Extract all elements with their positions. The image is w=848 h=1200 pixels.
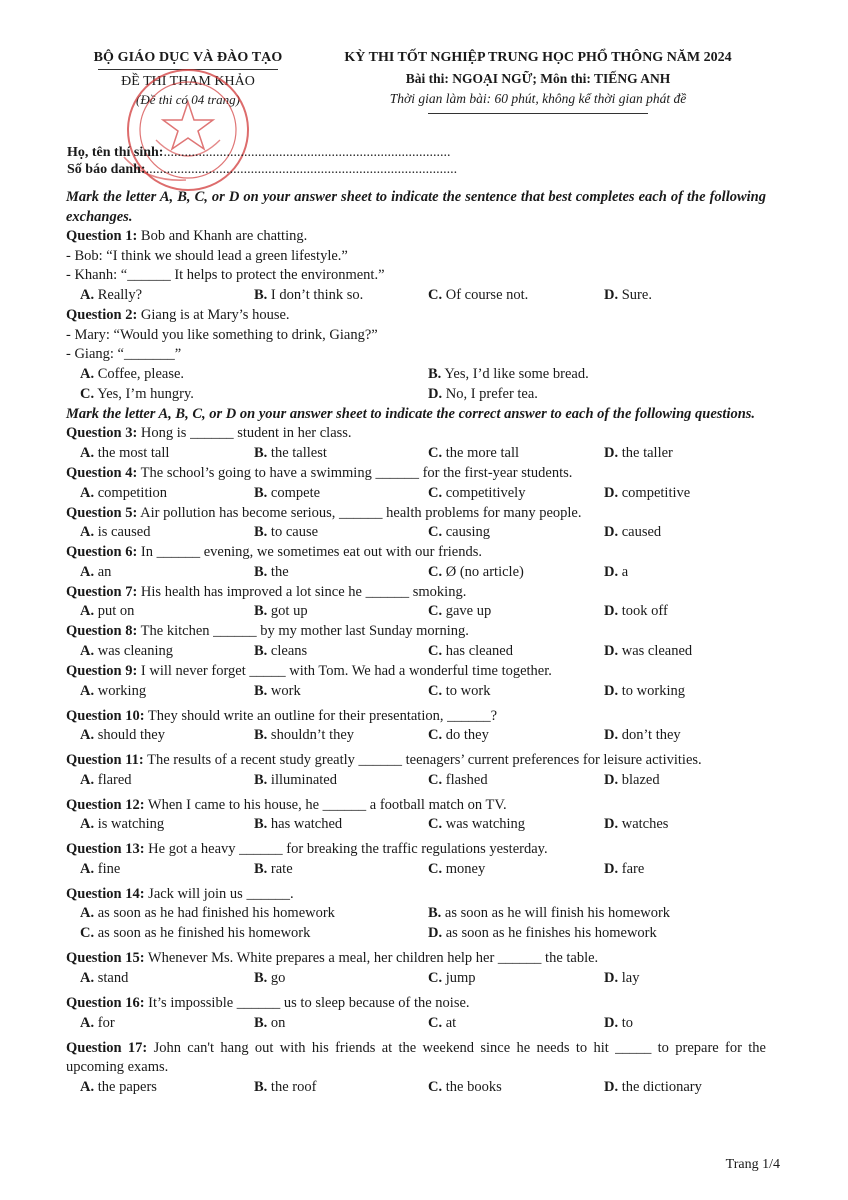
question-stem [66, 424, 766, 444]
answer-option-d[interactable] [604, 682, 685, 702]
option-text: Really? [97, 286, 143, 303]
answer-option-d[interactable] [604, 444, 673, 464]
option-letter: C. [428, 771, 443, 788]
option-letter: B. [254, 563, 268, 580]
options-row [66, 726, 766, 746]
option-letter: A. [80, 970, 95, 987]
question-text: The school’s going to have a swimming ______ for the first-year students. [140, 464, 573, 481]
options-row [66, 286, 766, 306]
answer-option-a[interactable] [80, 563, 111, 583]
option-text: flared [97, 771, 132, 788]
option-text: Sure. [621, 286, 652, 303]
question-text: The results of a recent study greatly ______ teenagers’ current preferences for leisure activities. [147, 752, 702, 769]
option-letter: B. [254, 603, 268, 620]
answer-option-a[interactable] [80, 771, 132, 791]
answer-option-c[interactable] [428, 771, 488, 791]
option-text: as soon as he will finish his homework [444, 905, 671, 922]
option-letter: D. [604, 286, 619, 303]
option-text: No, I prefer tea. [445, 385, 538, 402]
answer-option-b[interactable] [254, 523, 318, 543]
option-text: should they [97, 727, 165, 744]
option-letter: A. [80, 860, 95, 877]
question-stem [66, 583, 766, 603]
option-text: an [97, 563, 112, 580]
option-text: took off [621, 603, 668, 620]
answer-option-a[interactable] [80, 815, 164, 835]
answer-option-a[interactable] [80, 642, 173, 662]
answer-option-a[interactable] [80, 682, 146, 702]
candidate-info [67, 145, 457, 179]
answer-option-b[interactable] [254, 771, 337, 791]
option-letter: C. [428, 484, 443, 501]
option-letter: B. [428, 905, 442, 922]
answer-option-d[interactable] [604, 1078, 702, 1098]
option-text: Of course not. [445, 286, 529, 303]
answer-option-a[interactable] [80, 904, 335, 924]
question-text: Bob and Khanh are chatting. [140, 228, 308, 245]
option-letter: B. [254, 484, 268, 501]
question-stem [66, 949, 766, 969]
answer-option-a[interactable] [80, 860, 120, 880]
option-letter: B. [254, 1014, 268, 1031]
answer-option-d[interactable] [428, 924, 657, 944]
question-number: Question 11: [66, 752, 144, 769]
option-text: go [270, 970, 286, 987]
option-text: Ø (no article) [445, 563, 524, 580]
answer-option-c[interactable] [428, 563, 524, 583]
option-text: is watching [97, 816, 165, 833]
question-stem [66, 543, 766, 563]
question-stem [66, 622, 766, 642]
option-text: on [270, 1014, 286, 1031]
header-left-rule [98, 69, 278, 70]
answer-option-d[interactable] [604, 860, 644, 880]
answer-option-d[interactable] [428, 385, 538, 405]
option-text: watches [621, 816, 669, 833]
question-number: Question 14: [66, 885, 145, 902]
dialogue-line: - Mary: “Would you like something to drink, Giang?” [66, 326, 378, 343]
question-number: Question 12: [66, 796, 145, 813]
option-letter: B. [254, 727, 268, 744]
option-text: competitive [621, 484, 691, 501]
option-letter: D. [604, 682, 619, 699]
header-right-rule [428, 113, 648, 114]
option-letter: A. [80, 905, 95, 922]
answer-option-d[interactable] [604, 484, 690, 504]
question-number: Question 7: [66, 583, 138, 600]
question-number: Question 3: [66, 425, 138, 442]
options-row [66, 385, 766, 405]
option-letter: B. [254, 771, 268, 788]
question-text: Giang is at Mary’s house. [140, 306, 290, 323]
option-text: the most tall [97, 444, 170, 461]
option-letter: A. [80, 682, 95, 699]
option-letter: C. [428, 444, 443, 461]
option-letter: A. [80, 1014, 95, 1031]
options-row [66, 860, 766, 880]
option-letter: D. [604, 642, 619, 659]
option-text: cleans [270, 642, 308, 659]
option-text: money [445, 860, 486, 877]
answer-option-d[interactable] [604, 969, 639, 989]
option-letter: A. [80, 771, 95, 788]
question-text: He got a heavy ______ for breaking the traffic regulations yesterday. [148, 841, 548, 858]
question-number: Question 8: [66, 623, 138, 640]
option-text: a [621, 563, 629, 580]
question-number: Question 15: [66, 950, 145, 967]
answer-option-a[interactable] [80, 523, 150, 543]
option-text: don’t they [621, 727, 681, 744]
option-text: compete [270, 484, 321, 501]
option-letter: B. [254, 444, 268, 461]
option-letter: A. [80, 816, 95, 833]
answer-option-b[interactable] [254, 484, 320, 504]
answer-option-b[interactable] [254, 726, 354, 746]
question-text: Hong is ______ student in her class. [140, 425, 352, 442]
options-row [66, 815, 766, 835]
question-number: Question 6: [66, 544, 138, 561]
option-text: as soon as he had finished his homework [97, 905, 335, 922]
answer-option-c[interactable] [428, 1078, 502, 1098]
option-text: flashed [445, 771, 488, 788]
option-letter: D. [604, 484, 619, 501]
option-text: the taller [621, 444, 673, 461]
option-letter: A. [80, 563, 95, 580]
answer-option-a[interactable] [80, 444, 169, 464]
option-letter: C. [428, 524, 443, 541]
candidate-name-row [67, 145, 457, 162]
option-text: to [621, 1014, 634, 1031]
answer-option-c[interactable] [428, 1014, 456, 1034]
option-letter: C. [428, 816, 443, 833]
candidate-name-label: Họ, tên thí sinh: [67, 145, 164, 160]
exam-time: Thời gian làm bài: 60 phút, không kể thời gian phát đề [389, 91, 687, 106]
question-stem [66, 707, 766, 727]
question-number: Question 5: [66, 504, 138, 521]
option-text: rate [270, 860, 293, 877]
options-row [66, 924, 766, 944]
option-text: for [97, 1014, 115, 1031]
pages-note: (Đề thi có 04 trang) [136, 92, 240, 107]
option-letter: C. [80, 385, 95, 402]
answer-option-b[interactable] [254, 969, 285, 989]
answer-option-c[interactable] [428, 602, 491, 622]
question-number: Question 10: [66, 707, 145, 724]
question-text: Whenever Ms. White prepares a meal, her children help her ______ the table. [147, 950, 599, 967]
option-text: fare [621, 860, 645, 877]
question-text: They should write an outline for their presentation, ______? [147, 707, 498, 724]
option-text: jump [445, 970, 476, 987]
option-letter: A. [80, 642, 95, 659]
answer-option-a[interactable] [80, 969, 128, 989]
option-text: was watching [445, 816, 526, 833]
option-letter: C. [428, 970, 443, 987]
option-text: caused [621, 524, 662, 541]
question-text: It’s impossible ______ us to sleep because of the noise. [148, 995, 470, 1012]
exam-subject: Bài thi: NGOẠI NGỮ; Môn thi: TIẾNG ANH [405, 71, 671, 86]
option-letter: A. [80, 286, 95, 303]
option-letter: C. [428, 682, 443, 699]
answer-option-b[interactable] [254, 1014, 285, 1034]
option-text: Yes, I’m hungry. [97, 385, 194, 402]
answer-option-c[interactable] [428, 286, 528, 306]
option-text: got up [270, 603, 308, 620]
answer-option-c[interactable] [428, 860, 485, 880]
option-letter: D. [604, 1078, 619, 1095]
option-text: as soon as he finishes his homework [445, 925, 657, 942]
option-text: work [270, 682, 301, 699]
option-text: to working [621, 682, 685, 699]
answer-option-c[interactable] [80, 924, 310, 944]
answer-option-c[interactable] [428, 969, 476, 989]
answer-option-c[interactable] [428, 682, 490, 702]
options-row [66, 642, 766, 662]
answer-option-c[interactable] [428, 726, 489, 746]
answer-option-b[interactable] [254, 682, 301, 702]
option-text: has watched [270, 816, 343, 833]
candidate-id-blank: ......................................................................................... [145, 162, 458, 177]
question-stem [66, 994, 766, 1014]
option-text: as soon as he finished his homework [97, 925, 311, 942]
answer-option-a[interactable] [80, 484, 167, 504]
answer-option-b[interactable] [254, 642, 307, 662]
option-letter: A. [80, 365, 95, 382]
answer-option-a[interactable] [80, 1014, 115, 1034]
option-text: is caused [97, 524, 151, 541]
option-letter: C. [428, 1078, 443, 1095]
option-text: gave up [445, 603, 492, 620]
answer-option-c[interactable] [428, 444, 519, 464]
option-text: the books [445, 1078, 502, 1095]
answer-option-b[interactable] [254, 602, 308, 622]
options-row [66, 444, 766, 464]
answer-option-d[interactable] [604, 642, 692, 662]
option-letter: B. [254, 286, 268, 303]
options-row [66, 523, 766, 543]
option-text: has cleaned [445, 642, 513, 659]
section-instruction: Mark the letter A, B, C, or D on your answer sheet to indicate the sentence that best completes each of the following exchanges. [66, 189, 766, 225]
answer-option-d[interactable] [604, 815, 668, 835]
answer-option-d[interactable] [604, 563, 628, 583]
option-text: shouldn’t they [270, 727, 355, 744]
option-text: the papers [97, 1078, 157, 1095]
option-text: the roof [270, 1078, 317, 1095]
option-text: working [97, 682, 147, 699]
question-stem [66, 464, 766, 484]
header-left [78, 50, 298, 108]
answer-option-a[interactable] [80, 602, 134, 622]
answer-option-c[interactable] [428, 484, 525, 504]
option-letter: C. [428, 1014, 443, 1031]
answer-option-b[interactable] [254, 563, 289, 583]
page-number: Trang 1/4 [725, 1157, 780, 1172]
option-text: at [445, 1014, 457, 1031]
answer-option-b[interactable] [254, 286, 363, 306]
option-letter: B. [254, 860, 268, 877]
answer-option-d[interactable] [604, 286, 652, 306]
answer-option-a[interactable] [80, 1078, 157, 1098]
option-letter: A. [80, 1078, 95, 1095]
header-right [318, 50, 758, 114]
question-text: John can't hang out with his friends at the weekend since he needs to hit _____ to prepare for the upcoming exams. [66, 1039, 766, 1076]
question-text: I will never forget _____ with Tom. We had a wonderful time together. [140, 662, 552, 679]
question-text: Air pollution has become serious, ______ health problems for many people. [140, 504, 582, 521]
question-stem [66, 1039, 766, 1078]
option-text: fine [97, 860, 121, 877]
option-letter: D. [604, 444, 619, 461]
option-letter: C. [428, 286, 443, 303]
option-text: stand [97, 970, 129, 987]
question-number: Question 9: [66, 662, 138, 679]
option-letter: A. [80, 524, 95, 541]
options-row [66, 682, 766, 702]
answer-option-d[interactable] [604, 771, 660, 791]
option-text: blazed [621, 771, 660, 788]
option-letter: D. [604, 771, 619, 788]
option-letter: B. [254, 970, 268, 987]
option-text: was cleaned [621, 642, 693, 659]
question-stem [66, 796, 766, 816]
answer-option-c[interactable] [80, 385, 194, 405]
dialogue-line: - Giang: “_______” [66, 346, 182, 363]
answer-option-c[interactable] [428, 642, 513, 662]
ministry-name: BỘ GIÁO DỤC VÀ ĐÀO TẠO [93, 50, 283, 65]
option-letter: D. [428, 385, 443, 402]
question-number: Question 2: [66, 306, 138, 323]
option-text: do they [445, 727, 489, 744]
candidate-id-row [67, 162, 457, 179]
question-stem [66, 840, 766, 860]
answer-option-b[interactable] [254, 444, 327, 464]
answer-option-d[interactable] [604, 602, 668, 622]
answer-option-b[interactable] [428, 904, 670, 924]
question-text: Jack will join us ______. [148, 885, 294, 902]
answer-option-c[interactable] [428, 523, 490, 543]
question-stem [66, 504, 766, 524]
option-text: the tallest [270, 444, 327, 461]
option-text: competitively [445, 484, 526, 501]
options-row [66, 969, 766, 989]
option-letter: D. [604, 1014, 619, 1031]
option-letter: C. [428, 727, 443, 744]
options-row [66, 771, 766, 791]
answer-option-b[interactable] [254, 860, 293, 880]
options-row [66, 563, 766, 583]
option-letter: B. [254, 816, 268, 833]
answer-option-c[interactable] [428, 815, 525, 835]
option-letter: A. [80, 603, 95, 620]
question-text: His health has improved a lot since he ______ smoking. [140, 583, 467, 600]
question-text: In ______ evening, we sometimes eat out with our friends. [140, 544, 483, 561]
option-letter: D. [604, 970, 619, 987]
option-letter: D. [428, 925, 443, 942]
question-stem [66, 885, 766, 905]
option-text: Coffee, please. [97, 365, 185, 382]
option-text: was cleaning [97, 642, 174, 659]
answer-option-a[interactable] [80, 286, 142, 306]
option-letter: D. [604, 816, 619, 833]
question-text: The kitchen ______ by my mother last Sunday morning. [140, 623, 469, 640]
answer-option-b[interactable] [254, 815, 342, 835]
option-letter: D. [604, 860, 619, 877]
dialogue-line: - Bob: “I think we should lead a green lifestyle.” [66, 247, 348, 264]
option-letter: C. [428, 563, 443, 580]
options-row [66, 1078, 766, 1098]
option-letter: B. [254, 524, 268, 541]
answer-option-a[interactable] [80, 365, 184, 385]
option-letter: D. [604, 524, 619, 541]
question-stem [66, 751, 766, 771]
candidate-name-blank: .................................................................................. [163, 145, 451, 160]
options-row [66, 484, 766, 504]
option-text: lay [621, 970, 640, 987]
question-number: Question 4: [66, 464, 138, 481]
options-row [66, 602, 766, 622]
option-text: put on [97, 603, 135, 620]
option-letter: B. [254, 682, 268, 699]
question-stem [66, 227, 766, 247]
option-text: the more tall [445, 444, 520, 461]
option-letter: A. [80, 444, 95, 461]
option-letter: D. [604, 603, 619, 620]
answer-option-b[interactable] [428, 365, 589, 385]
question-number: Question 16: [66, 995, 145, 1012]
option-letter: C. [428, 603, 443, 620]
option-text: the dictionary [621, 1078, 702, 1095]
question-number: Question 17: [66, 1039, 148, 1056]
answer-option-b[interactable] [254, 1078, 316, 1098]
dialogue-line: - Khanh: “______ It helps to protect the environment.” [66, 267, 385, 284]
options-row [66, 1014, 766, 1034]
option-text: to work [445, 682, 491, 699]
option-letter: B. [428, 365, 442, 382]
option-letter: D. [604, 727, 619, 744]
option-letter: C. [80, 925, 95, 942]
exam-type: ĐỀ THI THAM KHẢO [121, 74, 255, 89]
option-text: causing [445, 524, 491, 541]
option-letter: A. [80, 727, 95, 744]
option-letter: B. [254, 642, 268, 659]
option-letter: B. [254, 1078, 268, 1095]
option-text: to cause [270, 524, 319, 541]
candidate-id-label: Số báo danh: [67, 162, 146, 177]
answer-option-d[interactable] [604, 523, 661, 543]
option-text: illuminated [270, 771, 337, 788]
answer-option-d[interactable] [604, 726, 681, 746]
exam-title: KỲ THI TỐT NGHIỆP TRUNG HỌC PHỔ THÔNG NĂM 2024 [344, 50, 732, 65]
option-text: competition [97, 484, 167, 501]
answer-option-d[interactable] [604, 1014, 633, 1034]
answer-option-a[interactable] [80, 726, 165, 746]
option-letter: C. [428, 860, 443, 877]
option-letter: C. [428, 642, 443, 659]
section-instruction: Mark the letter A, B, C, or D on your answer sheet to indicate the correct answer to each of the following questions. [66, 405, 756, 422]
option-letter: D. [604, 563, 619, 580]
exam-content [66, 188, 766, 1098]
question-text: When I came to his house, he ______ a football match on TV. [147, 796, 507, 813]
question-number: Question 1: [66, 228, 138, 245]
option-text: the [270, 563, 289, 580]
options-row [66, 365, 766, 385]
options-row [66, 904, 766, 924]
option-text: Yes, I’d like some bread. [444, 365, 589, 382]
question-stem [66, 306, 766, 326]
question-number: Question 13: [66, 841, 145, 858]
question-stem [66, 662, 766, 682]
option-text: I don’t think so. [270, 286, 364, 303]
option-letter: A. [80, 484, 95, 501]
